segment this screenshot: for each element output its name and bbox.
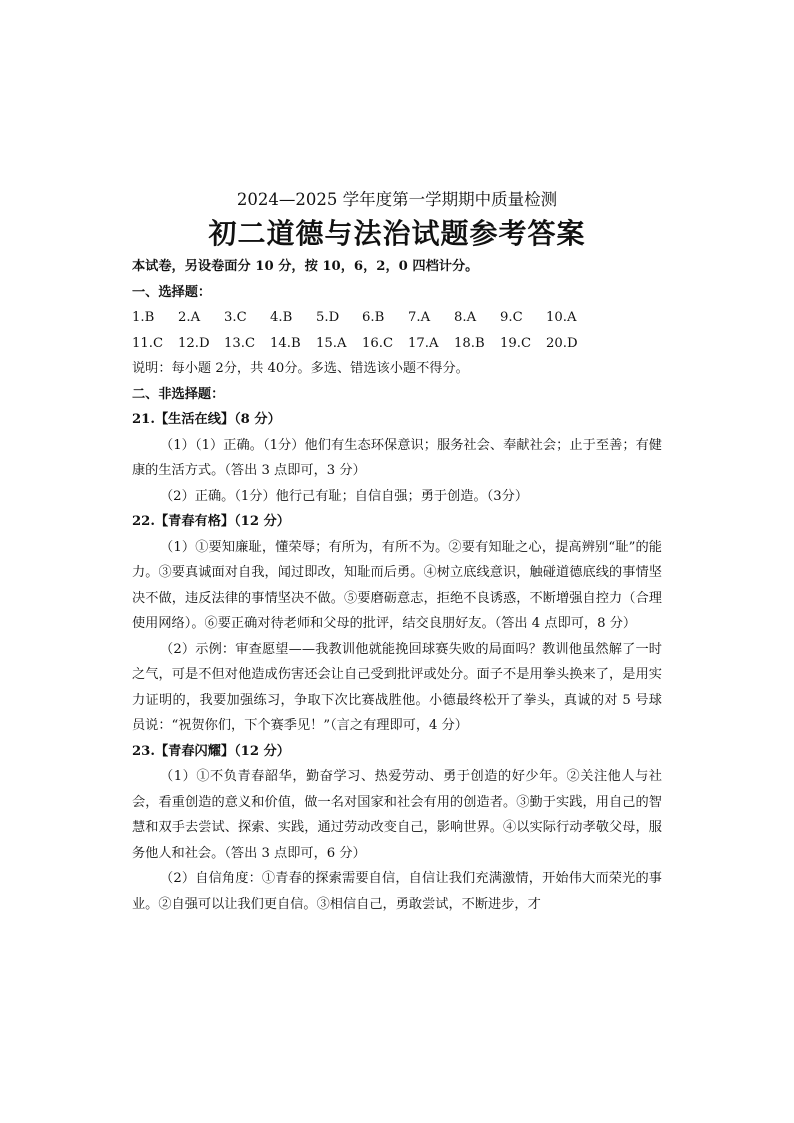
choice-answer: 14.B	[270, 335, 301, 351]
choice-answer: 6.B	[362, 310, 385, 325]
question-21-heading: 21.【生活在线】（8 分）	[132, 412, 281, 427]
choice-answer: 7.A	[408, 310, 431, 325]
intro-text: 本试卷，另设卷面分 10 分，按 10，6，2，0 四档计分。	[132, 259, 479, 274]
choice-answer: 19.C	[500, 335, 532, 351]
question-23-answer-2: （2）自信角度：①青春的探索需要自信，自信让我们充满激情，开始伟大而荣光的事业。②自强可以让我们更自信。③相信自己，勇敢尝试，不断进步，才	[132, 871, 662, 912]
section-heading-choice: 一、选择题：	[132, 284, 212, 300]
choice-answer: 11.C	[132, 335, 164, 351]
choice-answer-row-2	[132, 331, 662, 357]
section-heading-nonchoice: 二、非选择题：	[132, 386, 225, 402]
choice-answer: 18.B	[454, 335, 485, 351]
question-21-answer-2: （2）正确。（1分）他行己有耻；自信自强；勇于创造。（3分）	[160, 488, 529, 504]
choice-answer: 20.D	[546, 335, 578, 351]
question-22-heading: 22.【青春有格】（12 分）	[132, 514, 290, 529]
choice-answer: 4.B	[270, 310, 293, 325]
choice-answer: 15.A	[316, 335, 347, 351]
choice-answer: 10.A	[546, 310, 577, 325]
choice-answer: 9.C	[500, 310, 523, 325]
choice-answer: 2.A	[178, 310, 201, 325]
question-23-heading: 23.【青春闪耀】（12 分）	[132, 743, 290, 759]
choice-answer: 13.C	[224, 335, 256, 351]
choice-answer: 8.A	[454, 310, 477, 325]
question-22-answer-1: （1）①要知廉耻，懂荣辱；有所为，有所不为。②要有知耻之心，提高辨别“耻”的能力。③要真诚面对自我，闻过即改，知耻而后勇。④树立底线意识，触碰道德底线的事情坚决不做，违反法律的事情坚决不做。⑤要磨砺意志，拒绝不良诱惑，不断增强自控力（合理使用网络）。⑥要正确对待老师和父母的批评，结交良朋好友。（答出 4 点即可，8 分）	[132, 539, 662, 631]
answer-body	[132, 254, 662, 917]
choice-answer: 17.A	[408, 335, 439, 351]
exam-subtitle: 2024—2025 学年度第一学期期中质量检测	[236, 190, 558, 209]
choice-answer-row-1	[132, 305, 662, 331]
choice-answer: 5.D	[316, 310, 340, 325]
choice-note: 说明：每小题 2分，共 40分。多选、错选该小题不得分。	[132, 361, 469, 376]
choice-answer: 3.C	[224, 310, 247, 325]
choice-answer: 1.B	[132, 310, 155, 325]
choice-answer: 16.C	[362, 335, 394, 351]
choice-answer: 12.D	[178, 335, 210, 351]
question-23-answer-1: （1）①不负青春韶华，勤奋学习、热爱劳动、勇于创造的好少年。②关注他人与社会，看重创造的意义和价值，做一名对国家和社会有用的创造者。③勤于实践，用自己的智慧和双手去尝试、探索、实践，通过劳动改变自己，影响世界。④以实际行动孝敬父母，服务他人和社会。（答出 3 点即可，6 分）	[132, 769, 662, 861]
question-21-answer-1: （1）（1）正确。（1分）他们有生态环保意识；服务社会、奉献社会；止于至善；有健康的生活方式。（答出 3 点即可，3 分）	[132, 437, 662, 478]
page-title: 初二道德与法治试题参考答案	[208, 217, 586, 250]
question-22-answer-2: （2）示例：审查愿望——我教训他就能挽回球赛失败的局面吗？教训他虽然解了一时之气，可是不但对他造成伤害还会让自己受到批评或处分。面子不是用拳头换来了，是用实力证明的，我要加强练习，争取下次比赛战胜他。小德最终松开了拳头，真诚的对 5 号球员说：“祝贺你们，下个赛季见！”（言之有理即可，4 分）	[132, 641, 662, 733]
